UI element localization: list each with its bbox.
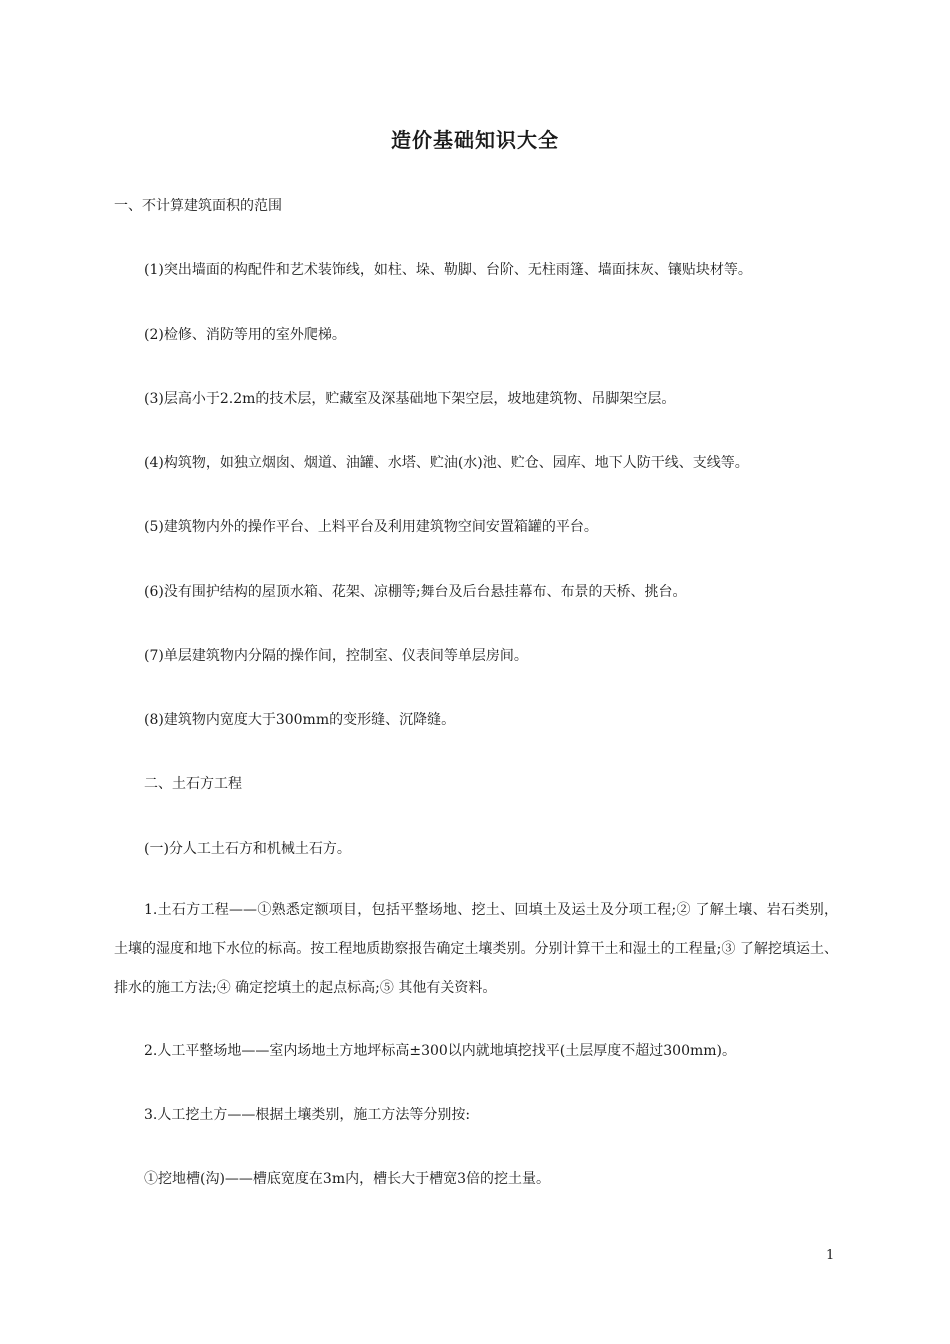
- section-heading: 二、土石方工程: [144, 776, 242, 792]
- paragraph: 2.人工平整场地——室内场地土方地坪标高±300以内就地填挖找平(土层厚度不超过300mm)。: [144, 1043, 737, 1059]
- list-item: (6)没有围护结构的屋顶水箱、花架、凉棚等;舞台及后台悬挂幕布、布景的天桥、挑台。: [144, 584, 687, 600]
- list-item: (4)构筑物，如独立烟囱、烟道、油罐、水塔、贮油(水)池、贮仓、园库、地下人防干线、支线等。: [144, 455, 749, 471]
- list-item: (2)检修、消防等用的室外爬梯。: [144, 327, 346, 343]
- subsection-heading: (一)分人工土石方和机械土石方。: [144, 841, 351, 857]
- list-item: (8)建筑物内宽度大于300mm的变形缝、沉降缝。: [144, 712, 456, 728]
- paragraph: ①挖地槽(沟)——槽底宽度在3m内，槽长大于槽宽3倍的挖土量。: [144, 1171, 551, 1187]
- list-item: (5)建筑物内外的操作平台、上料平台及利用建筑物空间安置箱罐的平台。: [144, 519, 598, 535]
- page-number: 1: [826, 1248, 835, 1263]
- paragraph: 3.人工挖土方——根据土壤类别，施工方法等分别按:: [144, 1107, 471, 1123]
- list-item: (1)突出墙面的构配件和艺术装饰线，如柱、垛、勒脚、台阶、无柱雨篷、墙面抹灰、镶贴块材等。: [144, 262, 752, 278]
- section-heading: 一、不计算建筑面积的范围: [114, 198, 282, 214]
- list-item: (3)层高小于2.2m的技术层，贮藏室及深基础地下架空层，坡地建筑物、吊脚架空层。: [144, 391, 676, 407]
- list-item: (7)单层建筑物内分隔的操作间，控制室、仪表间等单层房间。: [144, 648, 528, 664]
- document-title: 造价基础知识大全: [391, 128, 559, 152]
- paragraph: 1.土石方工程——①熟悉定额项目，包括平整场地、挖土、回填土及运土及分项工程;② 了解土壤、岩石类别，土壤的湿度和地下水位的标高。按工程地质勘察报告确定土壤类别。分别计算干土和湿土的工程量;③ 了解挖填运土、排水的施工方法;④ 确定挖填土的起点标高;⑤ 其他有关资料。: [114, 902, 838, 996]
